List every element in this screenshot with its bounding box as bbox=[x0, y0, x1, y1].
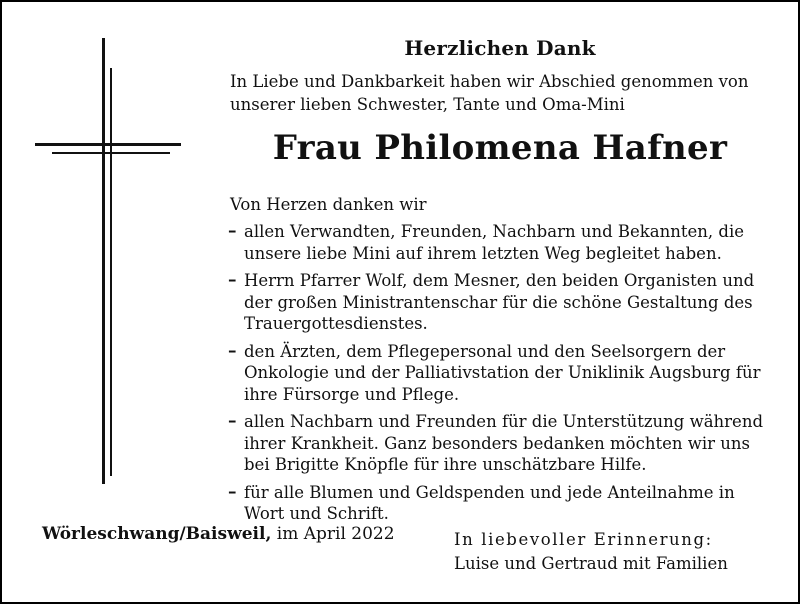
dash-icon: – bbox=[228, 481, 237, 502]
signature-line-1: In liebevoller Erinnerung: bbox=[454, 530, 713, 549]
thanks-intro: Von Herzen danken wir bbox=[230, 195, 427, 214]
list-item bbox=[228, 411, 768, 476]
list-item-text: allen Nachbarn und Freunden für die Unterstützung während ihrer Krankheit. Ganz besonders bedanken möchten wir uns bei Brigitte Knöpfle für ihre unschätzbare Hilfe. bbox=[244, 412, 764, 474]
date: im April 2022 bbox=[276, 524, 395, 544]
dash-icon: – bbox=[228, 270, 237, 290]
list-item bbox=[228, 221, 768, 264]
list-item-text: Herrn Pfarrer Wolf, dem Mesner, den beiden Organisten und der großen Ministrantenschar für die schöne Gestaltung des Trauergottesdienstes. bbox=[244, 271, 755, 333]
deceased-name: Frau Philomena Hafner bbox=[272, 128, 728, 168]
intro-text: In Liebe und Dankbarkeit haben wir Abschied genommen von unserer lieben Schwester, Tante und Oma-Mini bbox=[230, 72, 749, 114]
list-item-text: den Ärzten, dem Pflegepersonal und den Seelsorgern der Onkologie und der Palliativstation der Uniklinik Augsburg für ihre Fürsorge und Pflege. bbox=[244, 341, 761, 404]
list-item bbox=[228, 270, 768, 335]
place-date-line bbox=[42, 524, 395, 544]
signature-block bbox=[454, 528, 728, 576]
heading: Herzlichen Dank bbox=[404, 36, 596, 60]
dash-icon: – bbox=[228, 411, 237, 431]
list-item-text: für alle Blumen und Geldspenden und jede Anteilnahme in Wort und Schrift. bbox=[244, 482, 735, 523]
thanks-list bbox=[228, 221, 768, 531]
dash-icon: – bbox=[228, 221, 237, 241]
list-item-text: allen Verwandten, Freunden, Nachbarn und Bekannten, die unsere liebe Mini auf ihrem letzten Weg begleitet haben. bbox=[244, 222, 744, 263]
list-item bbox=[228, 482, 768, 525]
list-item bbox=[228, 341, 768, 406]
place: Wörleschwang/Baisweil, bbox=[42, 524, 272, 544]
dash-icon: – bbox=[228, 340, 237, 361]
signature-line-2: Luise und Gertraud mit Familien bbox=[454, 554, 728, 573]
